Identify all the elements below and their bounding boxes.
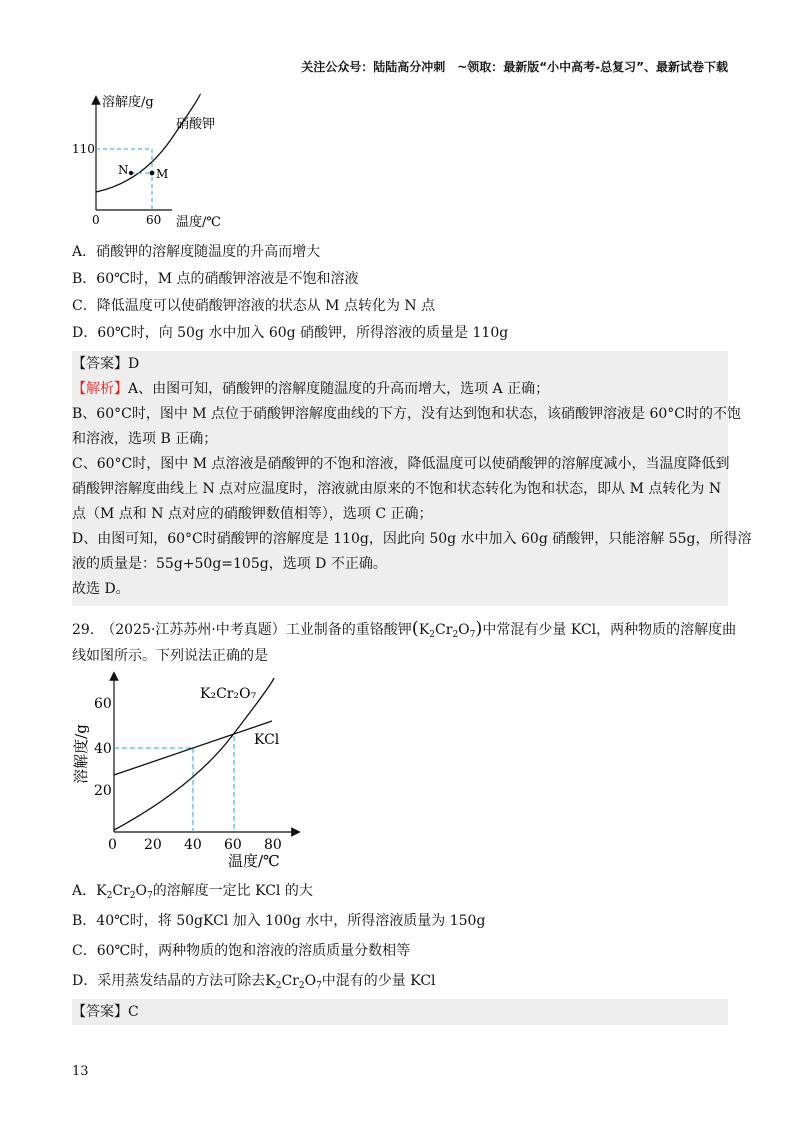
q29-option-c: C．60℃时，两种物质的饱和溶液的溶质质量分数相等 [72,943,411,959]
tick-y-60: 60 [94,696,112,712]
q29-stem-line-2: 线如图所示。下列说法正确的是 [72,648,268,664]
q29-option-d: D．采用蒸发结晶的方法可除去$K_2Cr_2O_7$中混有的少量 KCl [72,973,436,991]
q28-option-a: A．硝酸钾的溶解度随温度的升高而增大 [72,244,321,260]
q29-stem-line-1: 29. （2025·江苏苏州·中考真题）工业制备的重铬酸钾$(K_2Cr_2O_7)$中常混有少量 KCl，两种物质的溶解度曲 [72,618,737,640]
analysis-line-3: 和溶液，选项 B 正确； [72,431,218,447]
label-m: M [156,167,169,181]
analysis-line-7: D、由图可知，60°C时硝酸钾的溶解度是 110g，因此向 50g 水中加入 60g 硝酸钾，只能溶解 55g，所得溶 [72,531,752,547]
q28-option-c: C．降低温度可以使硝酸钾溶液的状态从 M 点转化为 N 点 [72,298,436,314]
tick-x-60: 60 [146,213,162,227]
analysis-line-5: 硝酸钾溶解度曲线上 N 点对应温度时，溶液就由原来的不饱和状态转化为饱和状态，即从 M 点转化为 N [72,481,722,497]
analysis-line-1: 【解析】A、由图可知，硝酸钾的溶解度随温度的升高而增大，选项 A 正确； [72,381,550,397]
q28-answer: 【答案】D [72,351,728,377]
tick-y-110: 110 [72,142,95,156]
x-axis-label: 温度/℃ [176,215,221,230]
kno3-solubility-chart [72,92,272,232]
q28-option-d: D．60℃时，向 50g 水中加入 60g 硝酸钾，所得溶液的质量是 110g [72,325,509,341]
tick-x-20: 20 [144,837,162,853]
point-m [150,171,155,176]
tick-x-0: 0 [108,837,117,853]
page-header: 关注公众号：陆陆高分冲刺 ~领取：最新版“小中高考-总复习”、最新试卷下载 [301,60,728,74]
formula-k2cr2o7: $K_2Cr_2O_7$ [96,883,153,901]
series-label-k2cr2o7: K₂Cr₂O₇ [200,686,257,702]
q29-answer: 【答案】C [72,999,728,1025]
q29-option-a: A．$K_2Cr_2O_7$的溶解度一定比 KCl 的大 [72,883,313,901]
point-n [129,171,133,175]
formula-k2cr2o7: $K_2Cr_2O_7$ [265,973,322,991]
y-axis-label: 溶解度/g [72,724,90,784]
q28-analysis [72,376,752,606]
tick-x-80: 80 [264,837,282,853]
tick-y-40: 40 [94,741,112,757]
analysis-line-2: B、60°C时，图中 M 点位于硝酸钾溶解度曲线的下方，没有达到饱和状态，该硝酸钾溶液是 60°C时的不饱 [72,406,742,422]
curve-label: 硝酸钾 [176,117,216,132]
series-label-kcl: KCl [254,732,280,748]
q28-option-b: B．60℃时，M 点的硝酸钾溶液是不饱和溶液 [72,271,359,287]
analysis-line-9: 故选 D。 [72,581,130,597]
analysis-line-8: 液的质量是：55g+50g=105g，选项 D 不正确。 [72,556,387,572]
tick-x-60: 60 [224,837,242,853]
label-n: N [118,163,129,177]
tick-y-20: 20 [94,783,112,799]
k2cr2o7-kcl-chart [72,668,312,874]
q29-option-b: B．40℃时，将 50gKCl 加入 100g 水中，所得溶液质量为 150g [72,913,486,929]
tick-x-40: 40 [184,837,202,853]
analysis-line-4: C、60°C时，图中 M 点溶液是硝酸钾的不饱和溶液，降低温度可以使硝酸钾的溶解度减小，当温度降低到 [72,456,730,472]
tick-x-0: 0 [92,213,100,227]
page-number: 13 [72,1064,89,1079]
analysis-tag: 【解析】 [72,381,128,397]
y-axis-label: 溶解度/g [102,95,154,110]
x-axis-label: 温度/℃ [228,852,280,870]
analysis-line-6: 点（M 点和 N 点对应的硝酸钾数值相等），选项 C 正确； [72,506,433,522]
